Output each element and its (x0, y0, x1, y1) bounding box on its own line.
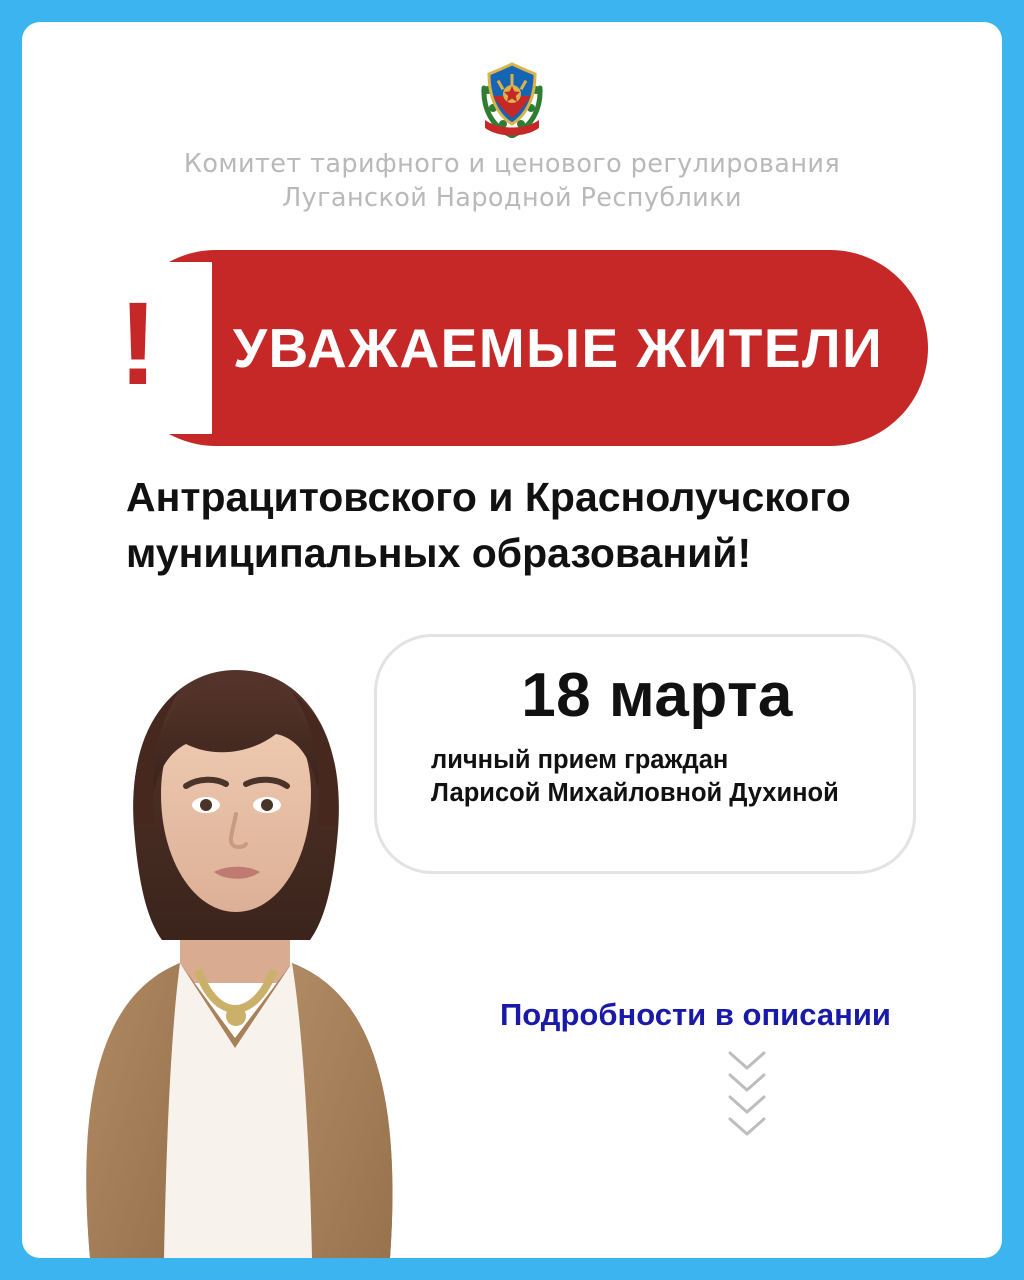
organization-title-line2: Луганской Народной Республики (282, 182, 742, 213)
subheadline-line2: муниципальных образований! (126, 529, 752, 576)
subheadline (126, 470, 966, 582)
appointment-date-card (374, 634, 916, 874)
organization-title (22, 148, 1002, 215)
appointment-date: 18 марта (521, 661, 793, 730)
appointment-description-line2: Ларисой Михайловной Духиной (431, 779, 839, 808)
chevron-down-group (712, 1052, 782, 1140)
appointment-description (431, 744, 883, 810)
attention-banner-title: УВАЖАЕМЫЕ ЖИТЕЛИ (232, 317, 884, 379)
attention-banner (118, 250, 928, 446)
emblem-container (22, 60, 1002, 138)
organization-title-line1: Комитет тарифного и ценового регулирования (183, 149, 841, 179)
exclamation-icon: ! (118, 278, 158, 410)
details-cta-text: Подробности в описании (500, 997, 891, 1032)
appointment-description-line1: личный прием граждан (431, 746, 729, 775)
chevron-down-icon (726, 1114, 768, 1140)
subheadline-line1: Антрацитовского и Краснолучского (126, 474, 851, 520)
exclamation-badge (64, 262, 212, 434)
poster-card (22, 22, 1002, 1258)
coat-of-arms-lnr-icon (477, 60, 547, 138)
